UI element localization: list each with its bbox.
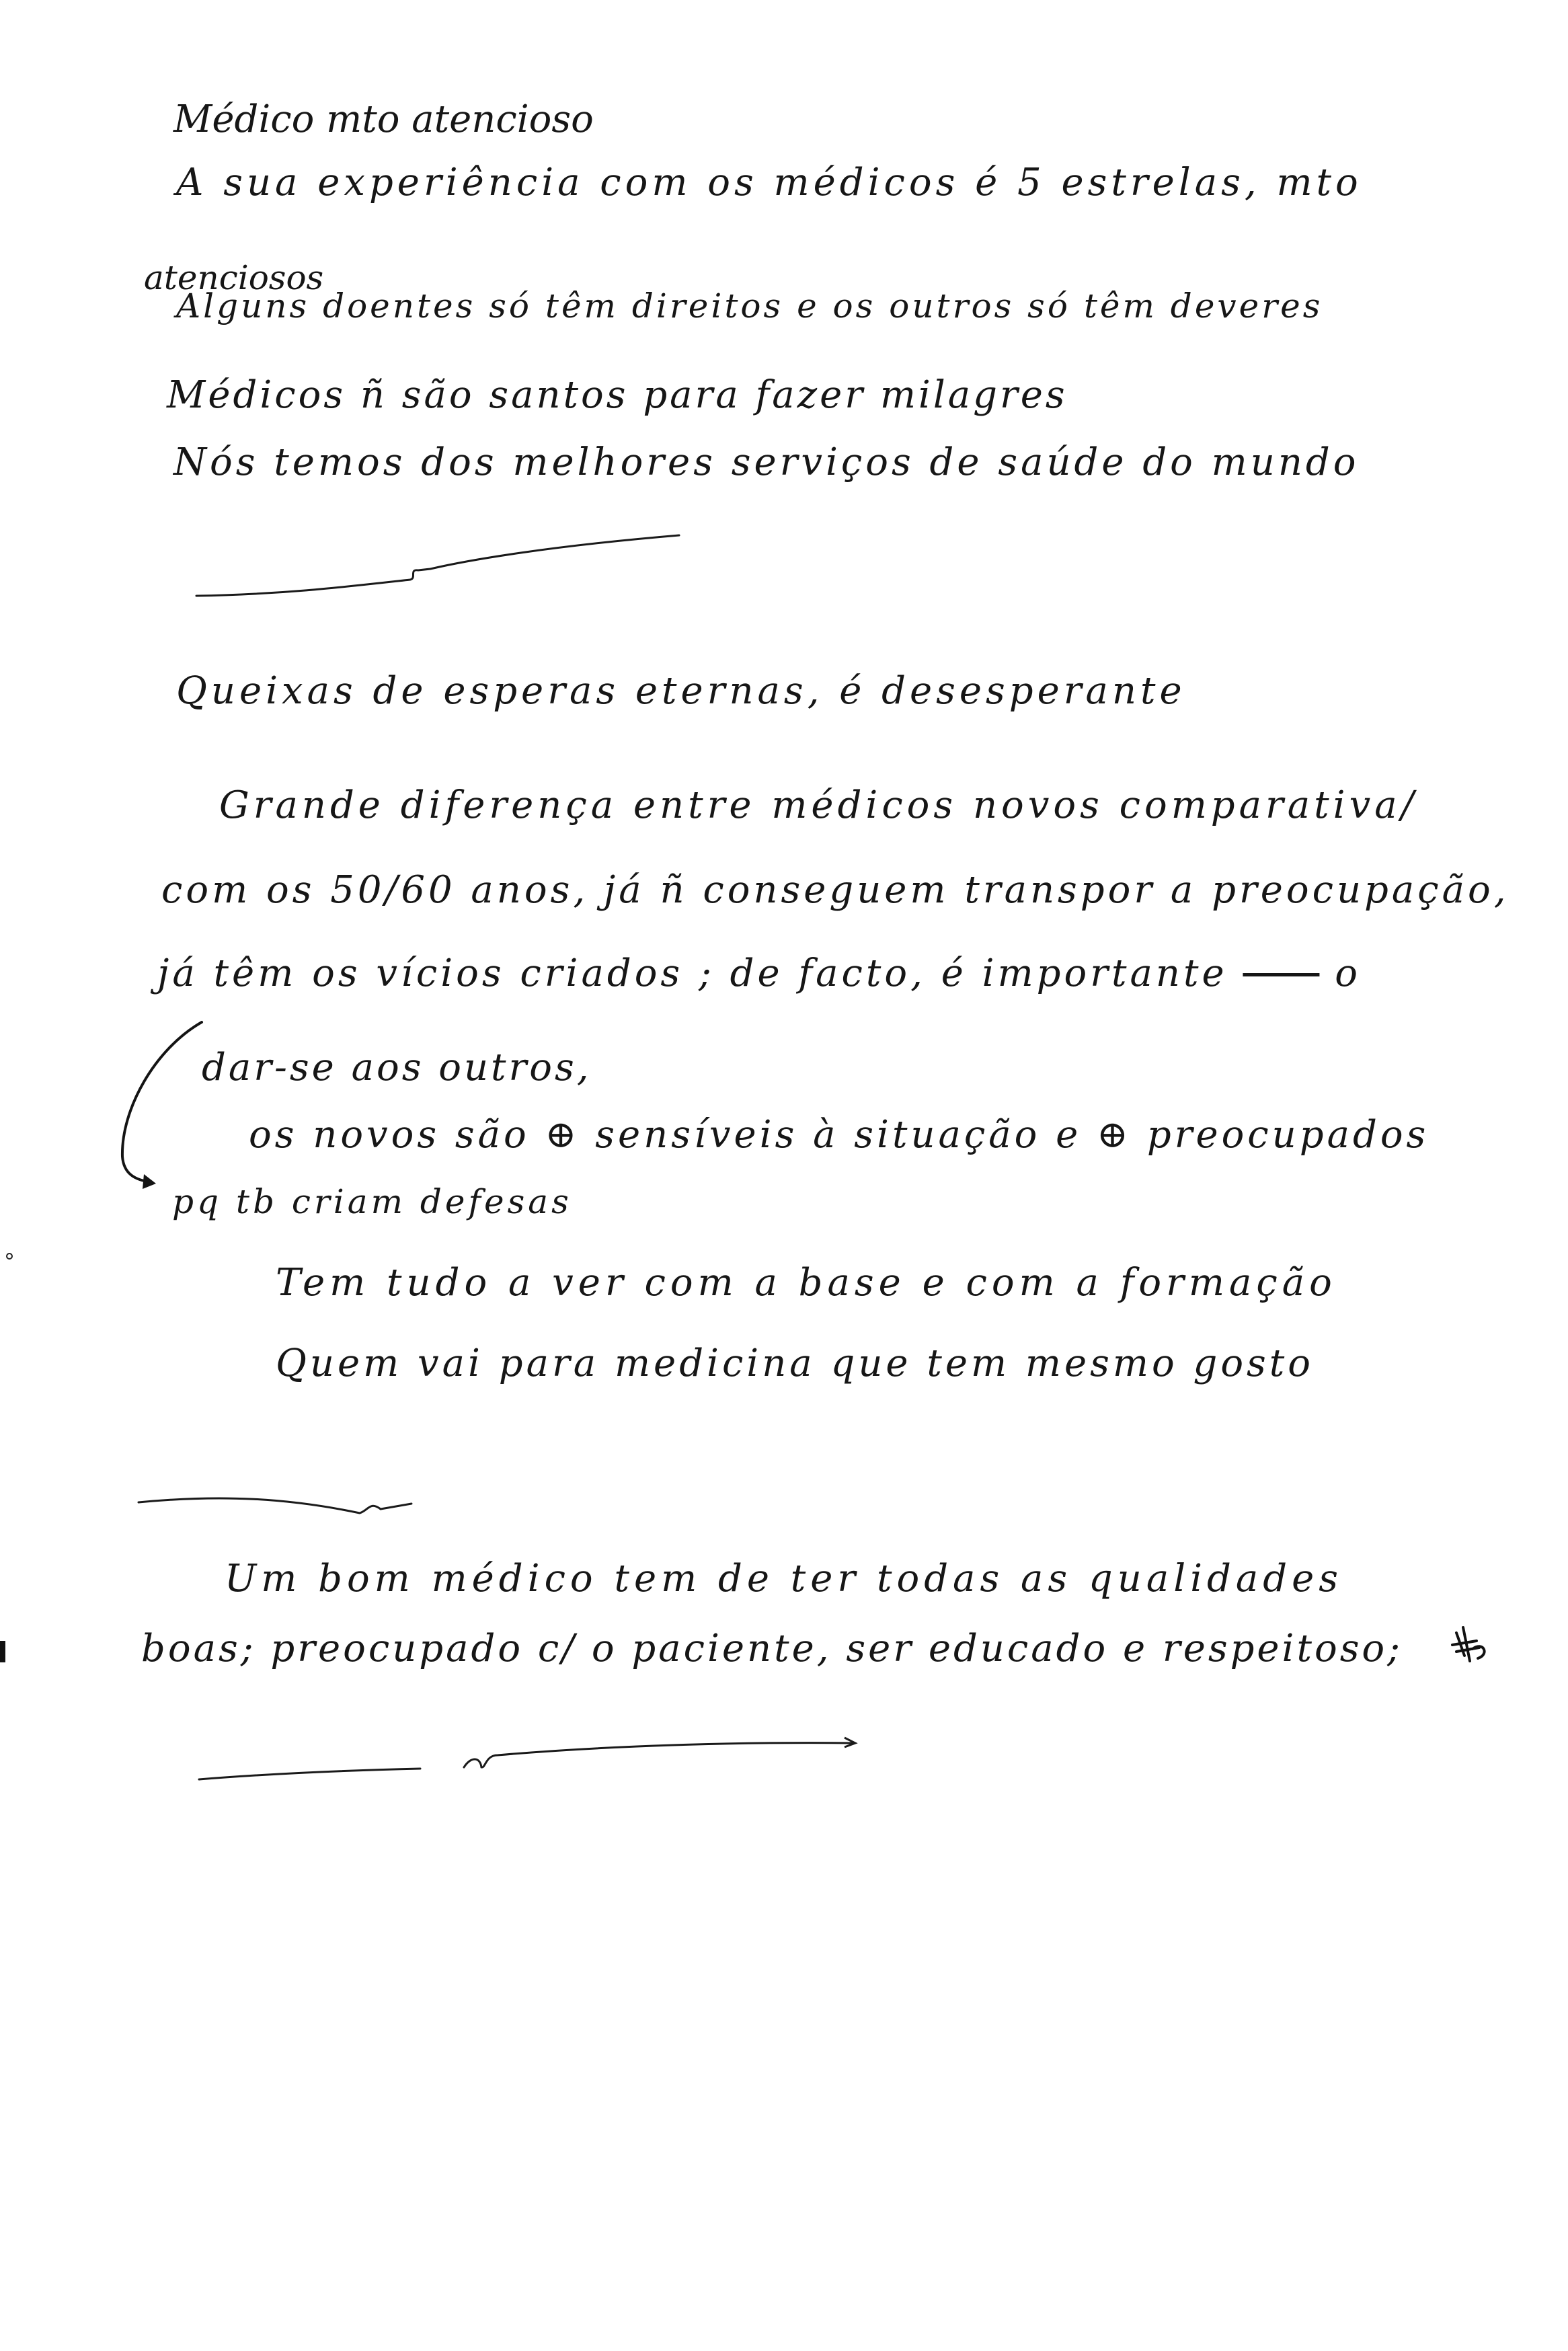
line-6: Nós temos dos melhores serviços de saúde do mundo [173, 440, 1360, 484]
line-14: Tem tudo a ver com a base e com a formação [276, 1261, 1337, 1305]
line-16: Um bom médico tem de ter todas as qualidades [225, 1557, 1343, 1601]
curved-arrow [122, 1022, 202, 1182]
line-17: boas; preocupado c/ o paciente, ser educado e respeitoso; [141, 1627, 1403, 1670]
curved-arrow-head [143, 1174, 156, 1189]
crossed-out-word [1243, 952, 1319, 995]
line-7: Queixas de esperas eternas, é desesperante [176, 669, 1186, 713]
line-1: Médico mto atencioso [173, 98, 594, 141]
line-9: com os 50/60 anos, já ñ conseguem transpor a preocupação, [161, 868, 1510, 912]
line-10-end: o [1335, 952, 1361, 995]
line-15: Quem vai para medicina que tem mesmo gosto [276, 1342, 1314, 1385]
line-8: Grande diferença entre médicos novos comparativa/ [219, 783, 1418, 827]
line-5: Médicos ñ são santos para fazer milagres [167, 373, 1068, 417]
separator-line-2 [139, 1498, 411, 1513]
ink-scribble [1452, 1627, 1485, 1661]
line-2: A sua experiência com os médicos é 5 estrelas, mto [176, 161, 1362, 204]
left-edge-mark [0, 1641, 5, 1662]
margin-dot [7, 1254, 12, 1259]
line-13: pq tb criam defesas [172, 1182, 572, 1221]
separator-line-1 [196, 535, 679, 596]
line-11: dar-se aos outros, [202, 1046, 592, 1089]
separator-line-3 [199, 1743, 854, 1779]
line-10 [157, 952, 1361, 995]
line-3: atenciosos [144, 258, 324, 297]
line-10-text: já têm os vícios criados ; de facto, é importante [157, 952, 1228, 995]
line-12: os novos são ⊕ sensíveis à situação e ⊕ preocupados [249, 1113, 1429, 1157]
line-4: Alguns doentes só têm direitos e os outros só têm deveres [176, 286, 1323, 325]
separator-arrowhead [845, 1738, 855, 1747]
